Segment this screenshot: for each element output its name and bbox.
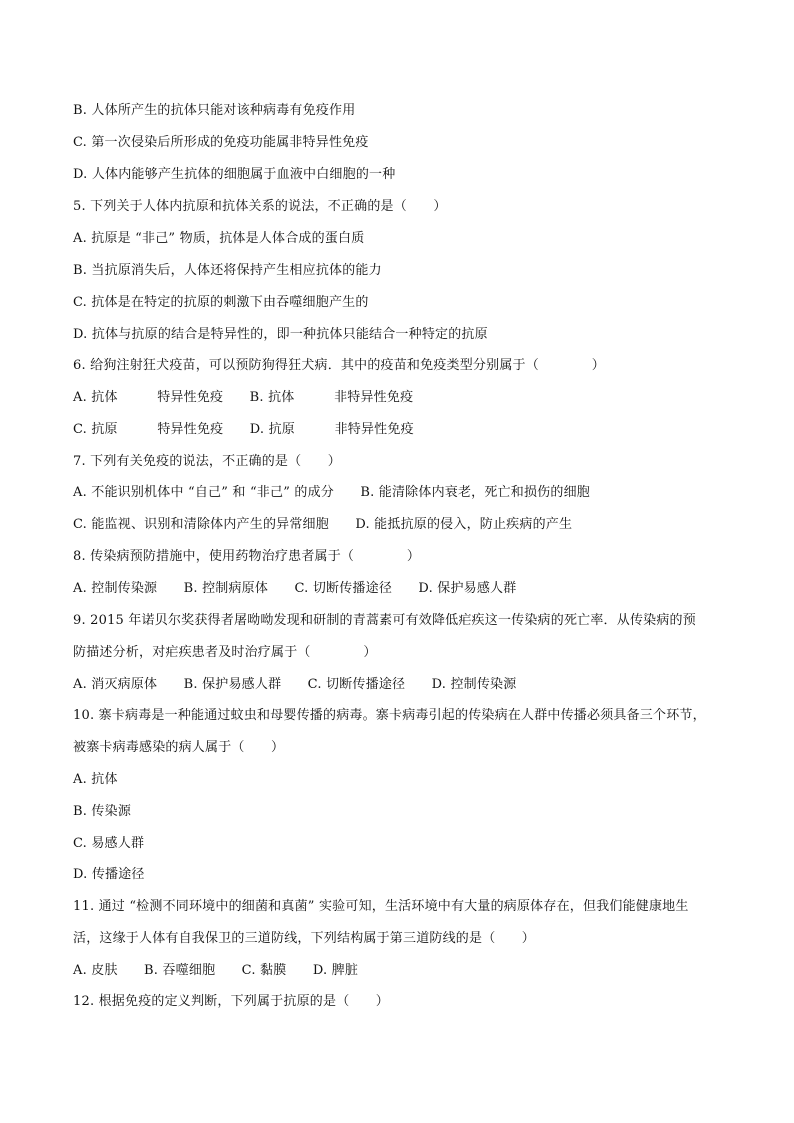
- question-6-stem: 6. 给狗注射狂犬疫苗，可以预防狗得狂犬病．其中的疫苗和免疫类型分别属于（ ）: [73, 358, 605, 373]
- question-10-option-a: A. 抗体: [73, 772, 118, 787]
- question-5-option-c: C. 抗体是在特定的抗原的刺激下由吞噬细胞产生的: [73, 295, 369, 310]
- question-6-options-ab: A. 抗体 特异性免疫 B. 抗体 非特异性免疫: [73, 390, 414, 405]
- question-5-stem: 5. 下列关于人体内抗原和抗体关系的说法，不正确的是（ ）: [73, 199, 447, 214]
- question-11-stem-line-1: 11. 通过 “检测不同环境中的细菌和真菌” 实验可知，生活环境中有大量的病原体存在，但我们能健康地生: [73, 899, 689, 914]
- question-11-stem-line-2: 活，这缘于人体有自我保卫的三道防线，下列结构属于第三道防线的是（ ）: [73, 931, 536, 946]
- question-10-stem-line-2: 被寨卡病毒感染的病人属于（ ）: [73, 740, 285, 755]
- question-9-stem-line-1: 9. 2015 年诺贝尔奖获得者屠呦呦发现和研制的青蒿素可有效降低疟疾这一传染病的死亡率．从传染病的预: [73, 613, 696, 628]
- question-10-option-d: D. 传播途径: [73, 867, 145, 882]
- question-4-option-b: B. 人体所产生的抗体只能对该种病毒有免疫作用: [73, 103, 356, 118]
- question-9-stem-line-2: 防描述分析，对疟疾患者及时治疗属于（ ）: [73, 645, 377, 660]
- question-7-stem: 7. 下列有关免疫的说法，不正确的是（ ）: [73, 454, 341, 469]
- question-11-options: A. 皮肤 B. 吞噬细胞 C. 黏膜 D. 脾脏: [73, 963, 359, 978]
- question-8-stem: 8. 传染病预防措施中，使用药物治疗患者属于（ ）: [73, 549, 421, 564]
- question-5-option-d: D. 抗体与抗原的结合是特异性的，即一种抗体只能结合一种特定的抗原: [73, 327, 488, 342]
- question-7-options-cd: C. 能监视、识别和清除体内产生的异常细胞 D. 能抵抗原的侵入，防止疾病的产生: [73, 517, 573, 532]
- question-5-option-a: A. 抗原是 “非己” 物质，抗体是人体合成的蛋白质: [73, 231, 365, 246]
- question-10-option-b: B. 传染源: [73, 804, 132, 819]
- question-10-option-c: C. 易感人群: [73, 836, 145, 851]
- question-7-options-ab: A. 不能识别机体中 “自己” 和 “非己” 的成分 B. 能清除体内衰老，死亡和损伤的细胞: [73, 485, 590, 500]
- question-4-option-d: D. 人体内能够产生抗体的细胞属于血液中白细胞的一种: [73, 167, 396, 182]
- question-4-option-c: C. 第一次侵染后所形成的免疫功能属非特异性免疫: [73, 135, 369, 150]
- question-10-stem-line-1: 10. 寨卡病毒是一种能通过蚊虫和母婴传播的病毒。寨卡病毒引起的传染病在人群中传播必须具备三个环节，: [73, 708, 706, 723]
- question-5-option-b: B. 当抗原消失后，人体还将保持产生相应抗体的能力: [73, 263, 382, 278]
- question-9-options: A. 消灭病原体 B. 保护易感人群 C. 切断传播途径 D. 控制传染源: [73, 677, 517, 692]
- question-12-stem: 12. 根据免疫的定义判断，下列属于抗原的是（ ）: [73, 994, 390, 1009]
- question-6-options-cd: C. 抗原 特异性免疫 D. 抗原 非特异性免疫: [73, 422, 414, 437]
- question-8-options: A. 控制传染源 B. 控制病原体 C. 切断传播途径 D. 保护易感人群: [73, 581, 517, 596]
